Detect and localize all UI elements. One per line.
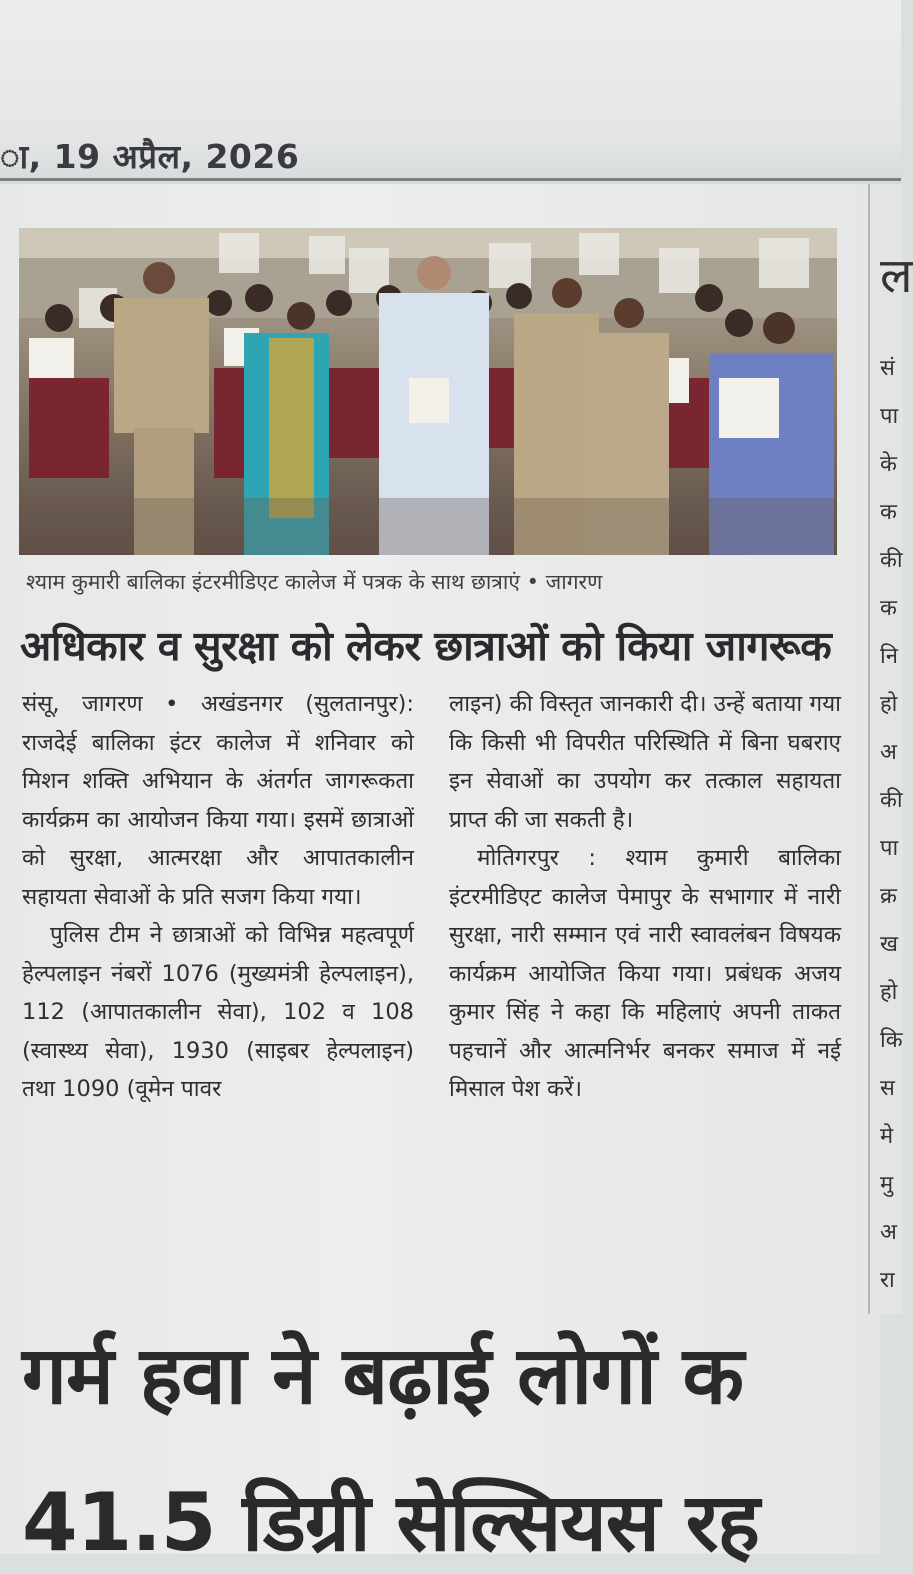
- news-photo: [19, 228, 837, 555]
- edge-glyph: मे: [880, 1124, 894, 1149]
- next-story-headline-line1: गर्म हवा ने बढ़ाई लोगों क: [22, 1329, 744, 1422]
- article-headline: अधिकार व सुरक्षा को लेकर छात्राओं को किया जागरूक: [20, 622, 832, 670]
- edge-glyph: ल: [880, 248, 913, 304]
- edge-glyph: सं: [880, 356, 895, 381]
- edge-glyph: क: [880, 500, 897, 525]
- edge-glyph: रा: [880, 1268, 895, 1293]
- paragraph: मोतिगरपुर : श्याम कुमारी बालिका इंटरमीडिएट कालेज पेमापुर के सभागार में नारी सुरक्षा, नारी सम्मान एवं नारी स्वावलंबन विषयक कार्यक्रम आयोजित किया गया। प्रबंधक अजय कुमार सिंह ने कहा कि महिलाएं अपनी ताकत पहचानें और आत्मनिर्भर बनकर समाज में नई मिसाल पेश करें।: [449, 845, 841, 1102]
- edge-glyph: की: [880, 548, 903, 573]
- article-column-right: [449, 685, 841, 1109]
- next-story-headline-line2: 41.5 डिग्री सेल्सियस रह: [22, 1476, 759, 1569]
- edge-glyph: क्र: [880, 884, 897, 909]
- paragraph: लाइन) की विस्तृत जानकारी दी। उन्हें बताया गया कि किसी भी विपरीत परिस्थिति में बिना घबराए इन सेवाओं का उपयोग कर तत्काल सहायता प्राप्त की जा सकती है।: [449, 691, 841, 833]
- edge-glyph: पा: [880, 836, 899, 861]
- edge-glyph: पा: [880, 404, 899, 429]
- edge-glyph: मु: [880, 1172, 894, 1197]
- paragraph: संसू, जागरण • अखंडनगर (सुलतानपुर): राजदेई बालिका इंटर कालेज में शनिवार को मिशन शक्ति अभियान के अंतर्गत जागरूकता कार्यक्रम का आयोजन किया गया। इसमें छात्राओं को सुरक्षा, आत्मरक्षा और आपातकालीन सहायता सेवाओं के प्रति सजग किया गया।: [22, 691, 414, 910]
- edge-glyph: स: [880, 1076, 895, 1101]
- edge-glyph: के: [880, 452, 897, 477]
- edge-glyph: हो: [880, 980, 898, 1005]
- edge-glyph: ख: [880, 932, 898, 957]
- adjacent-column-edge: [868, 184, 913, 1314]
- edge-glyph: हो: [880, 692, 898, 717]
- issue-date: ा, 19 अप्रैल, 2026: [0, 137, 300, 176]
- edge-glyph: अ: [880, 1220, 897, 1245]
- photo-caption: श्याम कुमारी बालिका इंटरमीडिएट कालेज में पत्रक के साथ छात्राएं • जागरण: [26, 570, 603, 594]
- edge-glyph: नि: [880, 644, 898, 669]
- edge-glyph: अ: [880, 740, 897, 765]
- header-rule: [0, 178, 901, 181]
- article-column-left: [22, 685, 414, 1109]
- edge-glyph: कि: [880, 1028, 903, 1053]
- group-photo-icon: [19, 228, 837, 555]
- edge-glyph: क: [880, 596, 897, 621]
- paragraph: पुलिस टीम ने छात्राओं को विभिन्न महत्वपूर्ण हेल्पलाइन नंबरों 1076 (मुख्यमंत्री हेल्पलाइन), 112 (आपातकालीन सेवा), 102 व 108 (स्वास्थ्य सेवा), 1930 (साइबर हेल्पलाइन) तथा 1090 (वूमेन पावर: [22, 922, 414, 1102]
- edge-glyph: की: [880, 788, 903, 813]
